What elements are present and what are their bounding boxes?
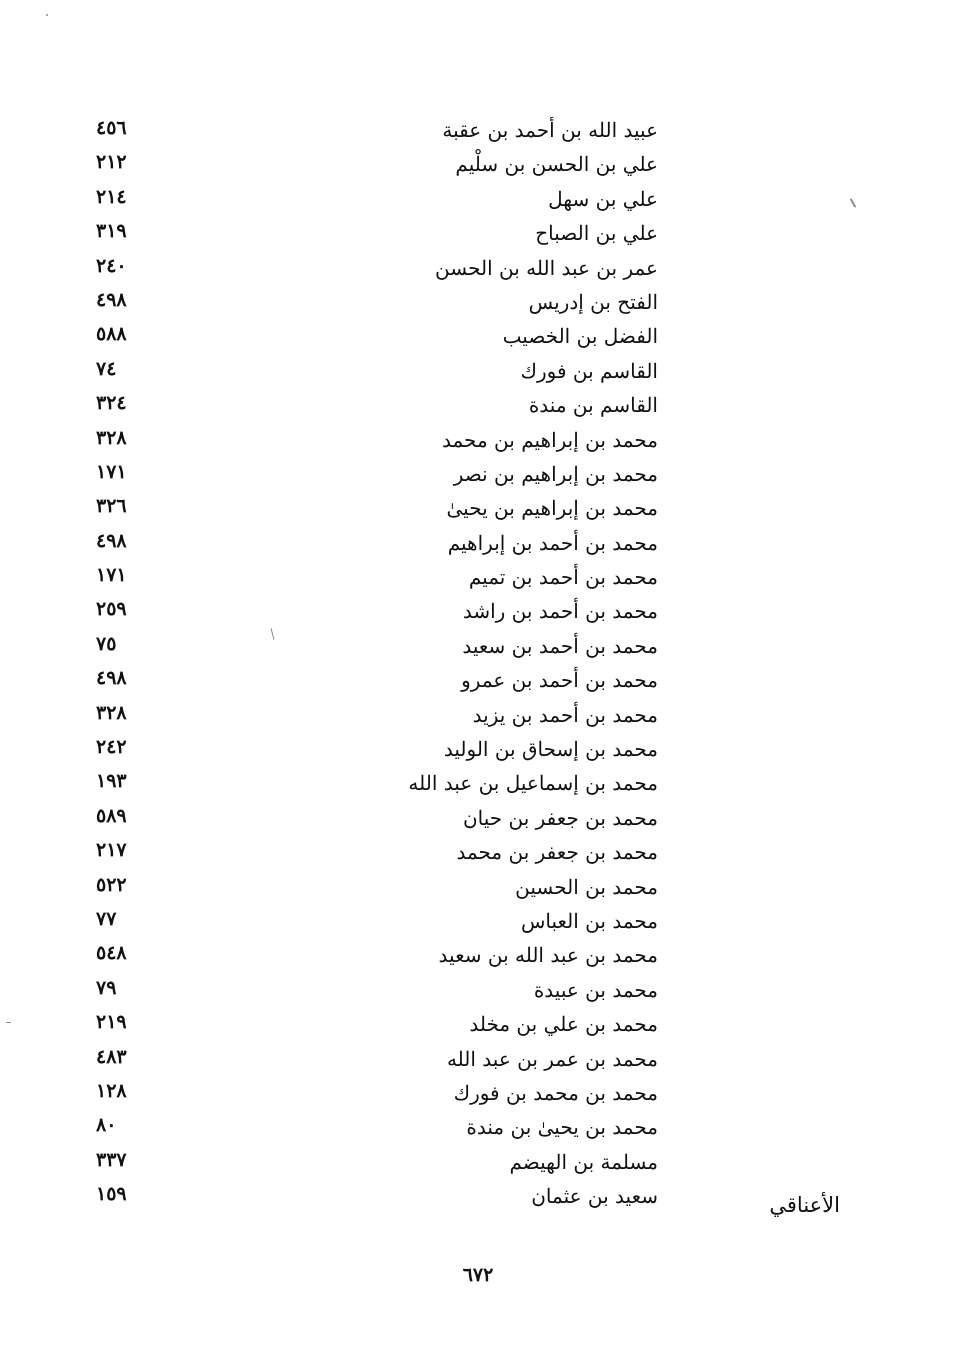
entry-name: عبيد الله بن أحمد بن عقبة: [442, 118, 658, 142]
entry-name: محمد بن جعفر بن محمد: [456, 840, 658, 865]
entry-name: محمد بن إبراهيم بن يحيىٰ: [446, 496, 658, 521]
entry-page-number: ٢١٩: [96, 1011, 127, 1034]
index-entry: [0, 182, 956, 216]
index-entry: [0, 801, 956, 835]
entry-page-number: ٤٩٨: [96, 667, 127, 690]
index-entry: [0, 1110, 956, 1144]
entry-name: محمد بن إسماعيل بن عبد الله: [408, 771, 658, 796]
entry-name: علي بن الصباح: [535, 221, 658, 246]
index-entry-list: [0, 113, 956, 1214]
index-entry: [0, 1042, 956, 1076]
index-entry: [0, 285, 956, 319]
index-entry: [0, 216, 956, 250]
scan-speck: [46, 14, 48, 16]
index-entry: [0, 560, 956, 594]
entry-page-number: ٣٣٧: [96, 1148, 127, 1171]
entry-page-number: ٢١٧: [96, 839, 127, 862]
entry-name: محمد بن العباس: [520, 908, 658, 933]
index-entry: [0, 766, 956, 800]
entry-name: محمد بن أحمد بن راشد: [462, 599, 658, 624]
entry-page-number: ٢١٤: [96, 185, 127, 208]
entry-page-number: ٥٢٢: [96, 873, 127, 896]
entry-page-number: ١٧١: [96, 460, 127, 483]
index-entry: [0, 147, 956, 181]
entry-page-number: ٣١٩: [96, 220, 127, 243]
entry-page-number: ١٩٣: [96, 770, 127, 793]
entry-name: محمد بن عبد الله بن سعيد: [438, 943, 658, 968]
entry-page-number: ٧٤: [96, 357, 117, 380]
entry-name: محمد بن يحيىٰ بن مندة: [466, 1115, 658, 1140]
entry-name: علي بن الحسن بن سلْيم: [455, 152, 658, 177]
entry-name: عمر بن عبد الله بن الحسن: [435, 255, 658, 280]
entry-page-number: ١٢٨: [96, 1079, 127, 1102]
index-entry: [0, 698, 956, 732]
entry-page-number: ٣٢٤: [96, 392, 127, 415]
entry-page-number: ١٧١: [96, 564, 127, 587]
entry-name: محمد بن إبراهيم بن نصر: [453, 461, 658, 486]
index-entry: [0, 491, 956, 525]
index-entry: [0, 526, 956, 560]
section-label: الأعناقي: [769, 1193, 840, 1217]
entry-name: محمد بن إسحاق بن الوليد: [443, 737, 658, 762]
entry-page-number: ٤٩٨: [96, 529, 127, 552]
index-entry: [0, 423, 956, 457]
entry-page-number: ٢٥٩: [96, 598, 127, 621]
entry-page-number: ٧٥: [96, 632, 117, 655]
entry-page-number: ٤٩٨: [96, 288, 127, 311]
entry-page-number: ٥٤٨: [96, 942, 127, 965]
entry-page-number: ٣٢٦: [96, 495, 127, 518]
entry-name: مسلمة بن الهيضم: [509, 1149, 658, 1174]
entry-page-number: ٧٩: [96, 976, 117, 999]
entry-name: محمد بن أحمد بن إبراهيم: [447, 530, 658, 555]
page-number: ٦٧٢: [462, 1264, 494, 1286]
entry-page-number: ٢١٢: [96, 151, 127, 174]
index-entry: [0, 457, 956, 491]
index-entry: [0, 594, 956, 628]
entry-name: القاسم بن فورك: [520, 358, 658, 383]
index-entry: [0, 1076, 956, 1110]
entry-name: محمد بن محمد بن فورك: [453, 1080, 658, 1105]
entry-name: محمد بن أحمد بن تميم: [468, 565, 658, 590]
index-entry: [0, 251, 956, 285]
index-entry: [0, 388, 956, 422]
entry-name: محمد بن أحمد بن سعيد: [462, 633, 658, 658]
entry-name: محمد بن أحمد بن يزيد: [472, 702, 658, 727]
entry-page-number: ٤٥٦: [96, 117, 127, 139]
index-entry: [0, 354, 956, 388]
entry-page-number: ٧٧: [96, 907, 117, 930]
index-entry: [0, 870, 956, 904]
index-entry: [0, 904, 956, 938]
index-entry: [0, 113, 956, 147]
index-entry: [0, 1007, 956, 1041]
index-entry: [0, 629, 956, 663]
entry-name: محمد بن علي بن مخلد: [469, 1012, 658, 1037]
entry-page-number: ٣٢٨: [96, 426, 127, 449]
entry-name: محمد بن عبيدة: [533, 977, 658, 1002]
entry-name: محمد بن جعفر بن حيان: [462, 805, 658, 830]
entry-page-number: ٤٨٣: [96, 1045, 127, 1068]
index-entry: [0, 663, 956, 697]
index-entry: [0, 835, 956, 869]
entry-name: الفتح بن إدريس: [528, 289, 658, 314]
entry-name: القاسم بن مندة: [528, 393, 658, 418]
index-entry: [0, 1145, 956, 1179]
index-entry: [0, 973, 956, 1007]
entry-name: سعيد بن عثمان: [531, 1184, 658, 1209]
entry-name: علي بن سهل: [548, 186, 658, 211]
entry-page-number: ٢٤٠: [96, 254, 127, 277]
entry-page-number: ٨٠: [96, 1114, 117, 1137]
entry-name: الفضل بن الخصيب: [502, 324, 658, 349]
entry-name: محمد بن عمر بن عبد الله: [446, 1046, 658, 1071]
entry-page-number: ٥٨٨: [96, 323, 127, 346]
index-entry: [0, 938, 956, 972]
scan-speck: [6, 1022, 11, 1023]
entry-page-number: ٢٤٢: [96, 736, 127, 759]
entry-name: محمد بن أحمد بن عمرو: [461, 668, 658, 693]
index-entry: [0, 732, 956, 766]
entry-name: محمد بن إبراهيم بن محمد: [442, 427, 658, 452]
entry-page-number: ١٥٩: [96, 1183, 127, 1206]
entry-name: محمد بن الحسين: [515, 874, 658, 899]
index-entry: [0, 319, 956, 353]
entry-page-number: ٥٨٩: [96, 804, 127, 827]
entry-page-number: ٣٢٨: [96, 701, 127, 724]
